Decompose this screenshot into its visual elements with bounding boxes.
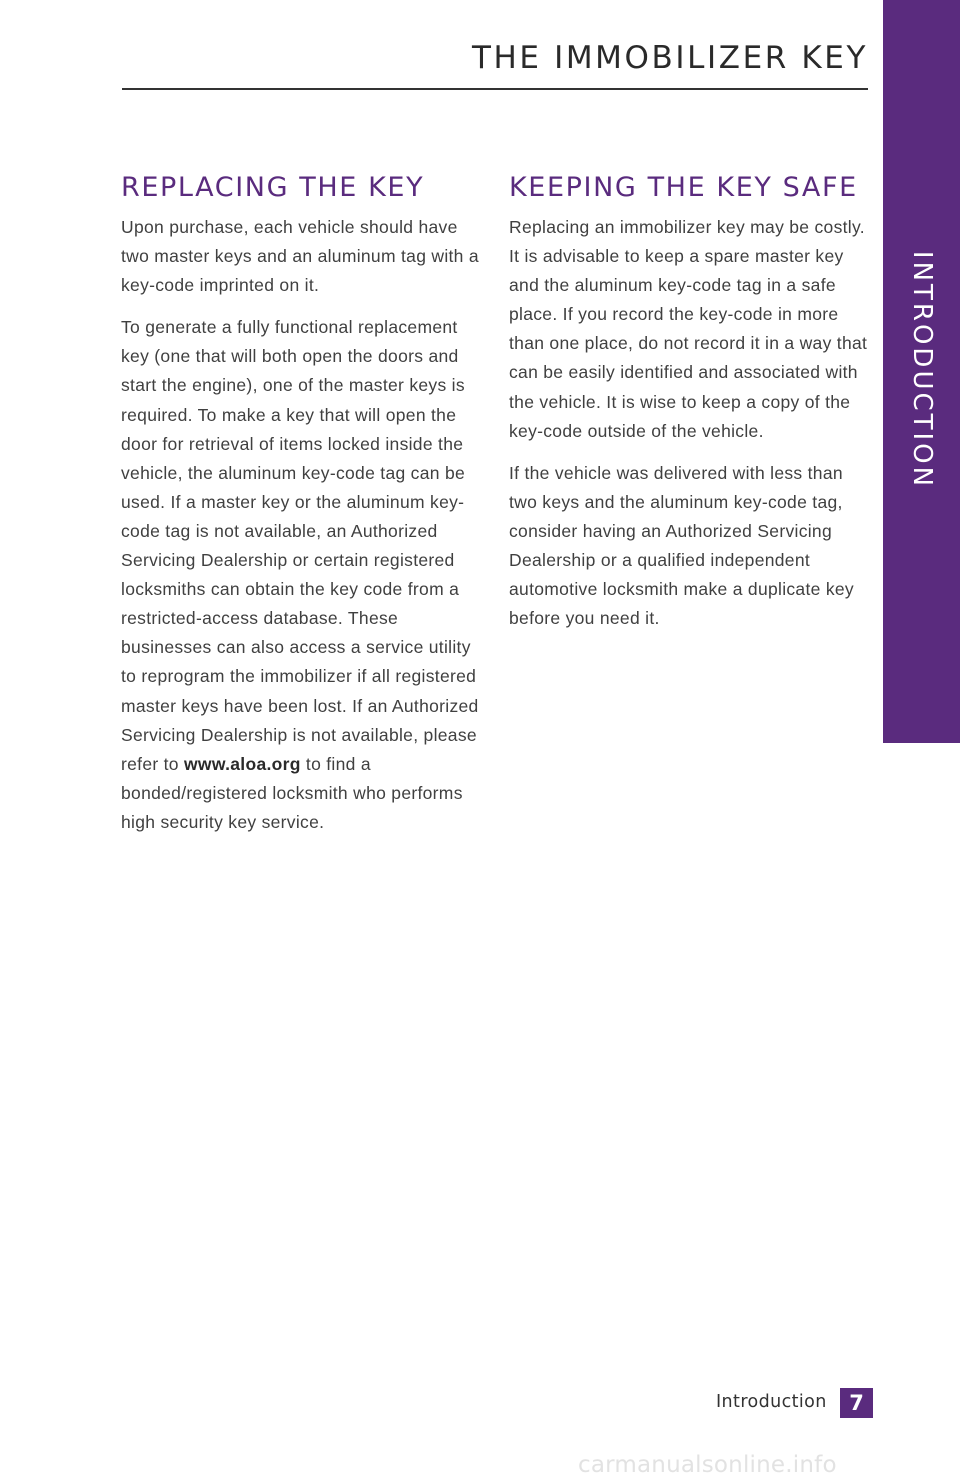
section-heading-keeping: KEEPING THE KEY SAFE xyxy=(509,172,858,203)
section-keeping-the-key-safe xyxy=(509,172,871,646)
aloa-link[interactable]: www.aloa.org xyxy=(184,753,301,774)
paragraph-text: to find a bonded/registered locksmith who performs high security key service. xyxy=(121,753,463,832)
paragraph-keeping-1: Replacing an immobilizer key may be costly. It is advisable to keep a spare master key and the aluminum key-code tag in a safe place. If you record the key-code in more than one place, do not record it in a way that can be easily identified and associated with the vehicle. It is wise to keep a copy of the key-code outside of the vehicle. xyxy=(509,217,868,441)
page-header xyxy=(122,40,868,90)
watermark: carmanualsonline.info xyxy=(578,1452,837,1478)
side-tab-label: INTRODUCTION xyxy=(906,250,937,490)
paragraph-replacing-2 xyxy=(121,313,483,837)
paragraph-text: To generate a fully functional replacement key (one that will both open the doors and start the engine), one of the master keys is required. To make a key that will open the door for retrieval of items locked inside the vehicle, the aluminum key-code tag can be used. If a master key or the aluminum key-code tag is not available, an Authorized Servicing Dealership or certain registered locksmiths can obtain the key code from a restricted-access database. These businesses can also access a service utility to reprogram the immobilizer if all registered master keys have been lost. If an Authorized Servicing Dealership is not available, please refer to xyxy=(121,317,479,774)
section-side-tab xyxy=(883,0,960,743)
paragraph-keeping-2: If the vehicle was delivered with less than two keys and the aluminum key-code tag, consider having an Authorized Servicing Dealership or a qualified independent automotive locksmith make a duplicate key before you need it. xyxy=(509,462,854,629)
paragraph-replacing-1: Upon purchase, each vehicle should have two master keys and an aluminum tag with a key-code imprinted on it. xyxy=(121,217,479,296)
page-number: 7 xyxy=(840,1388,873,1418)
page-title: THE IMMOBILIZER KEY xyxy=(471,40,868,76)
section-replacing-the-key xyxy=(121,172,483,850)
footer-section-label: Introduction xyxy=(716,1392,827,1412)
section-heading-replacing: REPLACING THE KEY xyxy=(121,172,425,203)
